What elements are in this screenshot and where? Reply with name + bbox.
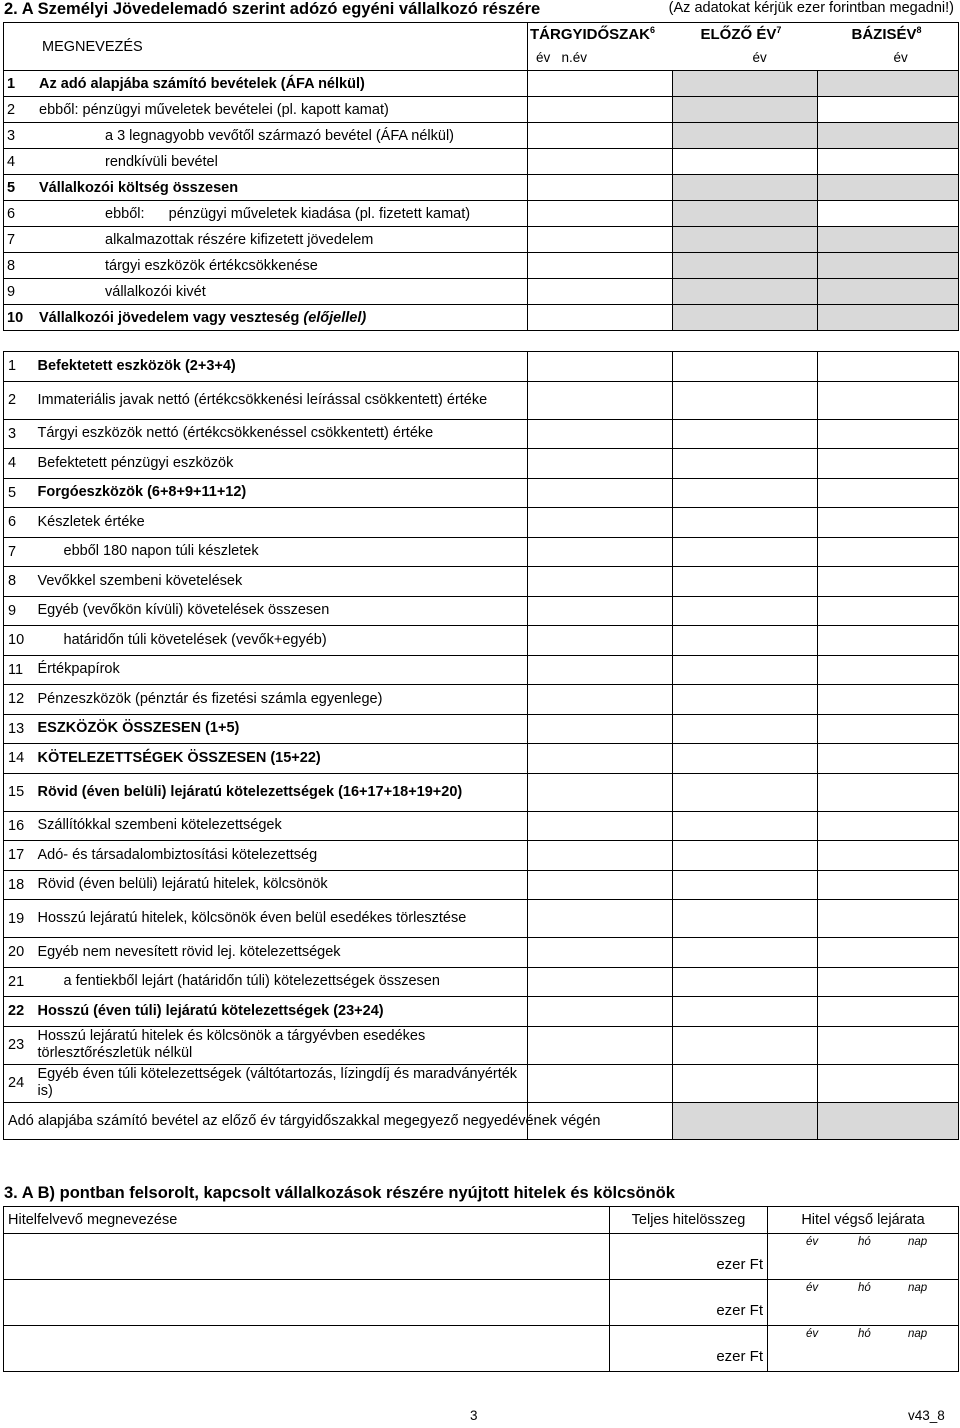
row-number: 2	[4, 381, 34, 419]
value-cell[interactable]	[673, 997, 818, 1027]
value-cell[interactable]	[673, 685, 818, 715]
table-row: 5 Vállalkozói költség összesen	[4, 175, 959, 201]
row-label: ESZKÖZÖK ÖSSZESEN (1+5)	[34, 714, 528, 744]
value-cell[interactable]	[528, 841, 673, 871]
table-row: 9 vállalkozói kivét	[4, 279, 959, 305]
value-cell[interactable]	[528, 685, 673, 715]
borrower-input[interactable]	[4, 1280, 610, 1326]
row-number: 21	[4, 967, 34, 997]
row-number: 23	[4, 1026, 34, 1064]
value-cell[interactable]	[528, 201, 673, 227]
row-number: 8	[4, 567, 34, 597]
page-number: 3	[470, 1408, 478, 1423]
col-total-amount: Teljes hitelösszeg	[610, 1207, 768, 1234]
table-row	[4, 508, 959, 538]
value-cell[interactable]	[528, 253, 673, 279]
row-label: Egyéb éven túli kötelezettségek (váltótartozás, lízingdíj és maradványérték is)	[34, 1064, 528, 1102]
value-cell[interactable]	[818, 508, 959, 538]
loans-table	[3, 1206, 959, 1372]
value-cell[interactable]	[673, 567, 818, 597]
date-input[interactable]: év hó nap	[768, 1280, 959, 1326]
table-row: 1 Az adó alapjába számító bevételek (ÁFA nélkül)	[4, 71, 959, 97]
table-row	[4, 773, 959, 811]
value-cell[interactable]	[528, 97, 673, 123]
value-cell[interactable]	[673, 1064, 818, 1102]
header-bazisev: BÁZISÉV$^8$ év	[818, 23, 959, 71]
value-cell[interactable]	[673, 381, 818, 419]
value-cell[interactable]	[528, 352, 673, 382]
value-cell[interactable]	[818, 773, 959, 811]
table-row	[4, 744, 959, 774]
value-cell[interactable]	[528, 305, 673, 331]
value-cell[interactable]	[673, 352, 818, 382]
value-cell[interactable]	[673, 773, 818, 811]
section-3-title: 3. A B) pontban felsorolt, kapcsolt vállalkozások részére nyújtott hitelek és kölcsönök	[4, 1184, 675, 1202]
value-cell[interactable]	[528, 773, 673, 811]
value-cell[interactable]	[528, 900, 673, 938]
row-number: 20	[4, 938, 34, 968]
row-label: Hosszú (éven túli) lejáratú kötelezettségek (23+24)	[34, 997, 528, 1027]
table-row: 7 alkalmazottak részére kifizetett jövedelem	[4, 227, 959, 253]
value-cell[interactable]	[673, 714, 818, 744]
row-number: 16	[4, 811, 34, 841]
value-cell[interactable]	[528, 537, 673, 567]
table-row	[4, 655, 959, 685]
value-cell[interactable]	[673, 841, 818, 871]
table-row	[4, 938, 959, 968]
value-cell[interactable]	[528, 149, 673, 175]
table-row	[4, 381, 959, 419]
value-cell[interactable]	[818, 811, 959, 841]
row-number: 14	[4, 744, 34, 774]
value-cell[interactable]	[818, 900, 959, 938]
row-number: 7	[4, 537, 34, 567]
value-cell[interactable]	[818, 449, 959, 479]
value-cell[interactable]	[818, 938, 959, 968]
row-label: Immateriális javak nettó (értékcsökkenési leírással csökkentett) értéke	[34, 381, 528, 419]
table-row: 2 ebből: pénzügyi műveletek bevételei (pl. kapott kamat)	[4, 97, 959, 123]
table-row	[4, 1026, 959, 1064]
row-number: 24	[4, 1064, 34, 1102]
row-label: Vevőkkel szembeni követelések	[34, 567, 528, 597]
table-row: 3 a 3 legnagyobb vevőtől származó bevétel (ÁFA nélkül)	[4, 123, 959, 149]
value-cell[interactable]	[818, 1064, 959, 1102]
table-row	[4, 537, 959, 567]
header-elozo-ev: ELŐZŐ $ÉV^7$ év	[673, 23, 818, 71]
currency-note: (Az adatokat kérjük ezer forintban megadni!)	[668, 0, 954, 16]
value-cell[interactable]	[673, 870, 818, 900]
value-cell[interactable]	[818, 381, 959, 419]
table-row	[4, 1234, 959, 1280]
value-cell[interactable]	[528, 419, 673, 449]
value-cell[interactable]	[673, 626, 818, 656]
row-number: 3	[4, 419, 34, 449]
value-cell[interactable]	[818, 352, 959, 382]
value-cell[interactable]	[818, 149, 959, 175]
row-number: 10	[4, 626, 34, 656]
value-cell[interactable]	[673, 967, 818, 997]
borrower-input[interactable]	[4, 1326, 610, 1372]
income-table	[3, 22, 959, 331]
col-final-maturity: Hitel végső lejárata	[768, 1207, 959, 1234]
section-2-title: 2. A Személyi Jövedelemadó szerint adózó egyéni vállalkozó részére	[4, 0, 541, 18]
row-number: 5	[4, 478, 34, 508]
value-cell[interactable]	[673, 1026, 818, 1064]
value-cell[interactable]	[818, 744, 959, 774]
value-cell[interactable]	[673, 449, 818, 479]
value-cell[interactable]	[528, 870, 673, 900]
value-cell[interactable]	[528, 811, 673, 841]
value-cell[interactable]	[528, 71, 673, 97]
value-cell[interactable]	[818, 596, 959, 626]
value-cell[interactable]	[528, 997, 673, 1027]
date-input[interactable]: év hó nap	[768, 1326, 959, 1372]
row-label: a fentiekből lejárt (határidőn túli) kötelezettségek összesen	[34, 967, 528, 997]
table-row	[4, 841, 959, 871]
value-cell[interactable]	[528, 938, 673, 968]
value-cell[interactable]	[818, 419, 959, 449]
table-header	[4, 23, 959, 71]
value-cell[interactable]	[673, 478, 818, 508]
value-cell[interactable]	[528, 744, 673, 774]
row-label: Értékpapírok	[34, 655, 528, 685]
value-cell[interactable]	[528, 175, 673, 201]
table-row	[4, 997, 959, 1027]
row-number: 1	[4, 352, 34, 382]
value-cell[interactable]	[673, 537, 818, 567]
row-number: 11	[4, 655, 34, 685]
row-label: Hosszú lejáratú hitelek, kölcsönök éven belül esedékes törlesztése	[34, 900, 528, 938]
col-borrower-name: Hitelfelvevő megnevezése	[4, 1207, 610, 1234]
value-cell[interactable]	[673, 811, 818, 841]
table-row	[4, 419, 959, 449]
borrower-input[interactable]	[4, 1234, 610, 1280]
row-label: Rövid (éven belüli) lejáratú kötelezettségek (16+17+18+19+20)	[34, 773, 528, 811]
row-number: 12	[4, 685, 34, 715]
value-cell[interactable]	[818, 714, 959, 744]
row-number: 22	[4, 997, 34, 1027]
table-row	[4, 900, 959, 938]
table-row	[4, 449, 959, 479]
value-cell[interactable]	[528, 449, 673, 479]
footer-row: Adó alapjába számító bevétel az előző év tárgyidőszakkal megegyező negyedévének végén	[4, 1102, 959, 1139]
value-cell[interactable]	[528, 1064, 673, 1102]
table-row	[4, 626, 959, 656]
table-row	[4, 811, 959, 841]
value-cell[interactable]	[818, 655, 959, 685]
value-cell[interactable]	[528, 596, 673, 626]
value-cell[interactable]	[673, 508, 818, 538]
row-label: KÖTELEZETTSÉGEK ÖSSZESEN (15+22)	[34, 744, 528, 774]
table-row	[4, 596, 959, 626]
amount-input[interactable]: ezer Ft	[610, 1234, 768, 1280]
row-label: Befektetett pénzügyi eszközök	[34, 449, 528, 479]
row-label: ebből 180 napon túli készletek	[34, 537, 528, 567]
value-cell[interactable]	[673, 744, 818, 774]
table-header	[4, 1207, 959, 1234]
value-cell[interactable]	[528, 626, 673, 656]
value-cell[interactable]	[818, 478, 959, 508]
row-label: Befektetett eszközök (2+3+4)	[34, 352, 528, 382]
header-megnevezes: MEGNEVEZÉS	[4, 23, 528, 71]
value-cell[interactable]	[528, 967, 673, 997]
value-cell[interactable]	[818, 997, 959, 1027]
value-cell[interactable]	[528, 227, 673, 253]
value-cell[interactable]	[818, 97, 959, 123]
row-label: Rövid (éven belüli) lejáratú hitelek, kölcsönök	[34, 870, 528, 900]
value-cell[interactable]	[818, 841, 959, 871]
row-label: Egyéb nem nevesített rövid lej. kötelezettségek	[34, 938, 528, 968]
value-cell[interactable]	[528, 655, 673, 685]
value-cell[interactable]	[818, 537, 959, 567]
value-cell[interactable]	[528, 567, 673, 597]
value-cell[interactable]	[818, 685, 959, 715]
value-cell[interactable]	[818, 201, 959, 227]
table-row: 4 rendkívüli bevétel	[4, 149, 959, 175]
value-cell[interactable]	[528, 123, 673, 149]
row-label: Hosszú lejáratú hitelek és kölcsönök a tárgyévben esedékes törlesztőrészletük nélkül	[34, 1026, 528, 1064]
row-number: 9	[4, 596, 34, 626]
row-number: 15	[4, 773, 34, 811]
row-number: 17	[4, 841, 34, 871]
value-cell[interactable]	[673, 596, 818, 626]
row-label: Készletek értéke	[34, 508, 528, 538]
value-cell[interactable]	[818, 870, 959, 900]
value-cell[interactable]	[528, 478, 673, 508]
row-label: Tárgyi eszközök nettó (értékcsökkenéssel csökkentett) értéke	[34, 419, 528, 449]
row-label: Szállítókkal szembeni kötelezettségek	[34, 811, 528, 841]
table-row	[4, 352, 959, 382]
value-cell[interactable]	[673, 938, 818, 968]
row-number: 13	[4, 714, 34, 744]
value-cell[interactable]	[673, 900, 818, 938]
table-row	[4, 870, 959, 900]
table-row	[4, 685, 959, 715]
header-targyidoszak: TÁRGYIDŐSZAK$^6$ év n.év	[528, 23, 673, 71]
row-label: Egyéb (vevőkön kívüli) követelések összesen	[34, 596, 528, 626]
value-cell[interactable]	[528, 714, 673, 744]
value-cell[interactable]	[673, 419, 818, 449]
value-cell[interactable]	[528, 279, 673, 305]
row-number: 19	[4, 900, 34, 938]
table-row	[4, 1326, 959, 1372]
value-cell[interactable]	[673, 149, 818, 175]
table-row	[4, 967, 959, 997]
row-label: Forgóeszközök (6+8+9+11+12)	[34, 478, 528, 508]
value-cell[interactable]	[528, 508, 673, 538]
row-label: Adó- és társadalombiztosítási kötelezettség	[34, 841, 528, 871]
amount-input[interactable]: ezer Ft	[610, 1280, 768, 1326]
value-cell[interactable]	[818, 967, 959, 997]
table-row: 8 tárgyi eszközök értékcsökkenése	[4, 253, 959, 279]
version-label: v43_8	[908, 1408, 945, 1423]
value-cell[interactable]	[673, 655, 818, 685]
table-row	[4, 567, 959, 597]
row-label: Pénzeszközök (pénztár és fizetési számla egyenlege)	[34, 685, 528, 715]
value-cell[interactable]	[528, 1026, 673, 1064]
balance-table	[3, 351, 959, 1140]
table-row: 10 Vállalkozói jövedelem vagy veszteség (előjellel)	[4, 305, 959, 331]
row-number: 18	[4, 870, 34, 900]
value-cell[interactable]	[528, 381, 673, 419]
row-number: 4	[4, 449, 34, 479]
table-row: 6 ebből: pénzügyi műveletek kiadása (pl. fizetett kamat)	[4, 201, 959, 227]
date-input[interactable]: év hó nap	[768, 1234, 959, 1280]
value-cell[interactable]	[818, 1026, 959, 1064]
table-row	[4, 478, 959, 508]
row-label: határidőn túli követelések (vevők+egyéb)	[34, 626, 528, 656]
table-row	[4, 714, 959, 744]
value-cell[interactable]	[818, 626, 959, 656]
table-row	[4, 1064, 959, 1102]
table-row	[4, 1280, 959, 1326]
amount-input[interactable]: ezer Ft	[610, 1326, 768, 1372]
value-cell[interactable]	[818, 567, 959, 597]
row-number: 6	[4, 508, 34, 538]
